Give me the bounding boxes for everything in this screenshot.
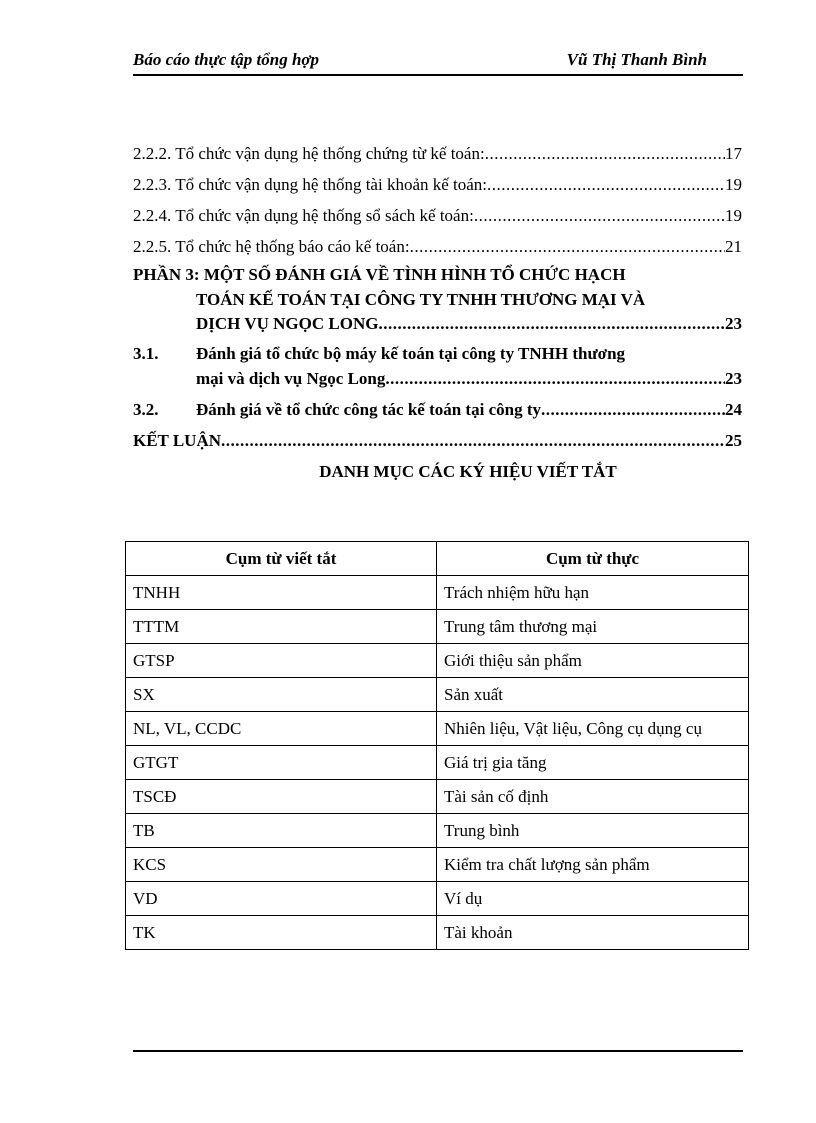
- meaning-cell: Trung bình: [437, 814, 749, 848]
- abbreviation-cell: GTSP: [126, 644, 437, 678]
- abbreviation-cell: TB: [126, 814, 437, 848]
- toc-entry-3-1: [196, 369, 742, 389]
- toc-leader: [487, 175, 725, 195]
- footer-divider: [133, 1050, 743, 1052]
- toc-entry-page: 24: [725, 400, 742, 419]
- column-header-meaning: Cụm từ thực: [437, 542, 749, 576]
- table-row: [126, 610, 749, 644]
- toc-section-number: 3.1.: [133, 344, 159, 363]
- table-row: [126, 644, 749, 678]
- toc-entry-page: 17: [725, 144, 742, 163]
- toc-leader: [541, 400, 725, 420]
- meaning-cell: Trung tâm thương mại: [437, 610, 749, 644]
- table-header-row: [126, 542, 749, 576]
- abbreviation-cell: NL, VL, CCDC: [126, 712, 437, 746]
- toc-entry-label: Đánh giá về tổ chức công tác kế toán tại công ty: [196, 400, 541, 419]
- toc-entry-label: KẾT LUẬN: [133, 431, 222, 450]
- meaning-cell: Giới thiệu sản phẩm: [437, 644, 749, 678]
- toc-leader: [378, 314, 725, 334]
- toc-leader: [221, 431, 725, 451]
- table-row: [126, 848, 749, 882]
- toc-entry-page: 23: [725, 369, 742, 388]
- header-title: Báo cáo thực tập tổng hợp: [133, 50, 320, 69]
- toc-entry-conclusion: [133, 431, 742, 451]
- toc-entry-label: 2.2.4. Tổ chức vận dụng hệ thống sổ sách kế toán:: [133, 206, 474, 225]
- table-row: [126, 712, 749, 746]
- meaning-cell: Sản xuất: [437, 678, 749, 712]
- table-row: [126, 916, 749, 950]
- meaning-cell: Nhiên liệu, Vật liệu, Công cụ dụng cụ: [437, 712, 749, 746]
- abbreviation-cell: SX: [126, 678, 437, 712]
- meaning-cell: Kiểm tra chất lượng sản phẩm: [437, 848, 749, 882]
- header-author: Vũ Thị Thanh Bình: [566, 50, 707, 69]
- toc-entry: [133, 175, 742, 195]
- meaning-cell: Giá trị gia tăng: [437, 746, 749, 780]
- page-header: [133, 50, 743, 74]
- abbreviation-cell: GTGT: [126, 746, 437, 780]
- toc-part3-line2: TOÁN KẾ TOÁN TẠI CÔNG TY TNHH THƯƠNG MẠI VÀ: [196, 290, 646, 309]
- toc-entry-page: 25: [725, 431, 742, 450]
- table-row: [126, 814, 749, 848]
- toc-entry: [133, 144, 742, 164]
- meaning-cell: Trách nhiệm hữu hạn: [437, 576, 749, 610]
- header-divider: [133, 74, 743, 76]
- abbreviation-cell: VD: [126, 882, 437, 916]
- table-row: [126, 882, 749, 916]
- toc-s31-line1: Đánh giá tổ chức bộ máy kế toán tại công ty TNHH thương: [196, 344, 626, 363]
- meaning-cell: Tài sản cố định: [437, 780, 749, 814]
- table-row: [126, 576, 749, 610]
- abbreviation-cell: TTTM: [126, 610, 437, 644]
- toc-entry-page: 21: [725, 237, 742, 256]
- abbreviation-cell: TK: [126, 916, 437, 950]
- table-row: [126, 746, 749, 780]
- column-header-abbreviation: Cụm từ viết tắt: [126, 542, 437, 576]
- toc-entry-page: 19: [725, 206, 742, 225]
- toc-entry-part3: [196, 314, 742, 334]
- toc-entry: [133, 206, 742, 226]
- abbreviation-list-title: DANH MỤC CÁC KÝ HIỆU VIẾT TẮT: [319, 462, 617, 481]
- abbreviation-cell: TSCĐ: [126, 780, 437, 814]
- table-row: [126, 780, 749, 814]
- toc-entry-page: 23: [725, 314, 742, 333]
- toc-entry-label: 2.2.5. Tổ chức hệ thống báo cáo kế toán:: [133, 237, 410, 256]
- toc-leader: [474, 206, 725, 226]
- toc-part3-line1: PHẦN 3: MỘT SỐ ĐÁNH GIÁ VỀ TÌNH HÌNH TỔ CHỨC HẠCH: [133, 265, 626, 284]
- toc-entry: [133, 237, 742, 257]
- abbreviation-cell: KCS: [126, 848, 437, 882]
- toc-leader: [485, 144, 725, 164]
- table-row: [126, 678, 749, 712]
- toc-leader: [410, 237, 725, 257]
- toc-entry-label: 2.2.2. Tổ chức vận dụng hệ thống chứng từ kế toán:: [133, 144, 485, 163]
- meaning-cell: Tài khoản: [437, 916, 749, 950]
- meaning-cell: Ví dụ: [437, 882, 749, 916]
- toc-entry-label: DỊCH VỤ NGỌC LONG: [196, 314, 379, 333]
- toc-leader: [385, 369, 725, 389]
- toc-entry-label: mại và dịch vụ Ngọc Long: [196, 369, 386, 388]
- toc-entry-3-2: [196, 400, 742, 420]
- toc-entry-page: 19: [725, 175, 742, 194]
- toc-section-number: 3.2.: [133, 400, 159, 419]
- abbreviation-cell: TNHH: [126, 576, 437, 610]
- abbreviation-table: [125, 541, 749, 950]
- toc-entry-label: 2.2.3. Tổ chức vận dụng hệ thống tài khoản kế toán:: [133, 175, 488, 194]
